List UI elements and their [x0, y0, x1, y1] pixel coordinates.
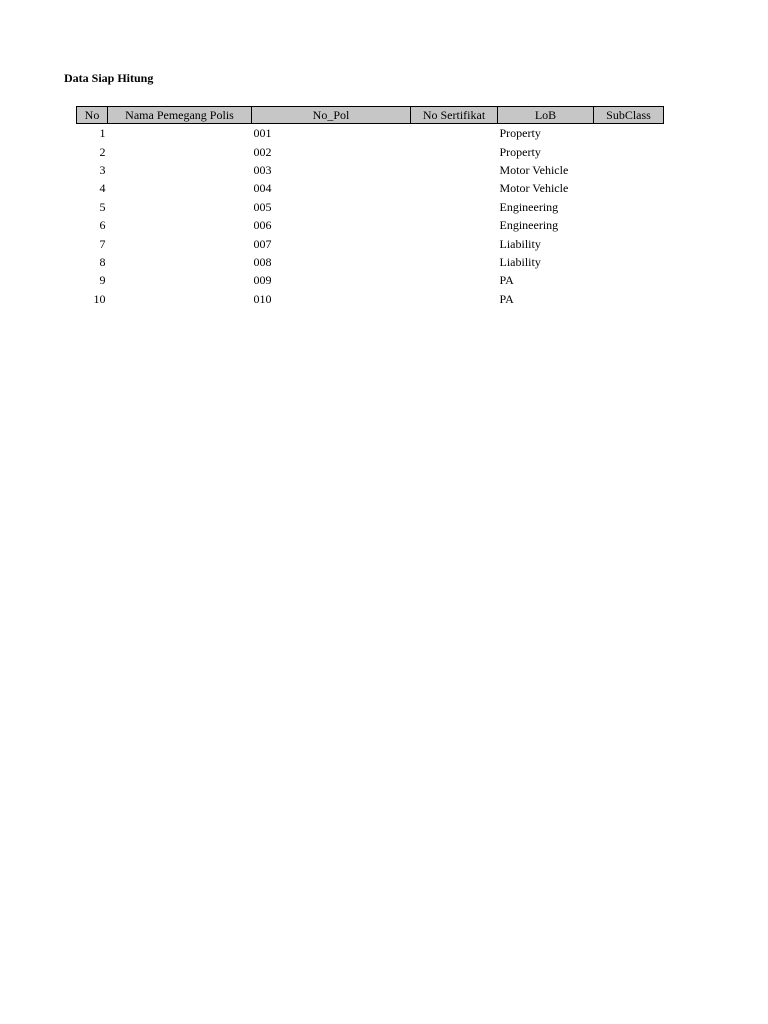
cell-no-pol: 002 — [253, 144, 272, 159]
header-nama-pemegang-polis: Nama Pemegang Polis — [108, 107, 252, 124]
cell-lob: Engineering — [499, 218, 559, 233]
cell-no-pol: 010 — [253, 291, 272, 306]
cell-lob: Motor Vehicle — [499, 181, 569, 196]
cell-lob: Engineering — [499, 199, 559, 214]
cell-subclass — [594, 161, 664, 179]
cell-nama — [108, 124, 252, 143]
cell-no-sertifikat — [411, 161, 498, 179]
cell-no-pol: 001 — [253, 126, 272, 141]
cell-subclass — [594, 198, 664, 216]
cell-nama — [108, 198, 252, 216]
cell-subclass — [594, 179, 664, 197]
table-body — [77, 124, 664, 308]
cell-subclass — [594, 124, 664, 143]
cell-lob: PA — [499, 291, 514, 306]
table-row — [77, 253, 664, 271]
cell-subclass — [594, 271, 664, 289]
cell-nama — [108, 161, 252, 179]
cell-lob: Property — [499, 126, 541, 141]
cell-no-pol: 005 — [253, 199, 272, 214]
cell-no: 2 — [99, 144, 106, 159]
cell-no-pol: 007 — [253, 236, 272, 251]
table-row — [77, 234, 664, 252]
header-subclass: SubClass — [594, 107, 664, 124]
header-no-pol: No_Pol — [252, 107, 411, 124]
cell-lob: Property — [499, 144, 541, 159]
cell-no-sertifikat — [411, 253, 498, 271]
cell-lob: PA — [499, 273, 514, 288]
cell-no-sertifikat — [411, 234, 498, 252]
cell-subclass — [594, 253, 664, 271]
table-row — [77, 198, 664, 216]
cell-no-pol: 003 — [253, 162, 272, 177]
cell-no: 8 — [99, 254, 106, 269]
cell-no-sertifikat — [411, 290, 498, 308]
table-header-row — [77, 107, 664, 124]
cell-nama — [108, 234, 252, 252]
cell-nama — [108, 216, 252, 234]
cell-no: 4 — [99, 181, 106, 196]
cell-no-pol: 004 — [253, 181, 272, 196]
table-row — [77, 290, 664, 308]
cell-no: 3 — [99, 162, 106, 177]
page-title: Data Siap Hitung — [64, 71, 154, 85]
cell-lob: Motor Vehicle — [499, 162, 569, 177]
cell-no: 5 — [99, 199, 106, 214]
table-row — [77, 216, 664, 234]
cell-subclass — [594, 234, 664, 252]
cell-no-sertifikat — [411, 216, 498, 234]
table-row — [77, 124, 664, 143]
cell-subclass — [594, 216, 664, 234]
table-row — [77, 179, 664, 197]
header-no-sertifikat: No Sertifikat — [411, 107, 498, 124]
cell-no-pol: 009 — [253, 273, 272, 288]
cell-no-pol: 008 — [253, 254, 272, 269]
header-lob: LoB — [498, 107, 594, 124]
cell-no: 1 — [99, 126, 106, 141]
cell-nama — [108, 253, 252, 271]
cell-lob: Liability — [499, 236, 541, 251]
data-table — [76, 106, 664, 308]
table-row — [77, 161, 664, 179]
cell-nama — [108, 271, 252, 289]
table-row — [77, 142, 664, 160]
cell-no-sertifikat — [411, 142, 498, 160]
cell-subclass — [594, 290, 664, 308]
cell-no-sertifikat — [411, 124, 498, 143]
header-no: No — [77, 107, 108, 124]
cell-nama — [108, 290, 252, 308]
cell-nama — [108, 179, 252, 197]
cell-no-sertifikat — [411, 271, 498, 289]
table-row — [77, 271, 664, 289]
cell-no: 7 — [99, 236, 106, 251]
cell-no-sertifikat — [411, 179, 498, 197]
cell-nama — [108, 142, 252, 160]
cell-no-sertifikat — [411, 198, 498, 216]
cell-no-pol: 006 — [253, 218, 272, 233]
cell-no: 6 — [99, 218, 106, 233]
cell-lob: Liability — [499, 254, 541, 269]
cell-no: 10 — [93, 291, 106, 306]
cell-no: 9 — [99, 273, 106, 288]
cell-subclass — [594, 142, 664, 160]
